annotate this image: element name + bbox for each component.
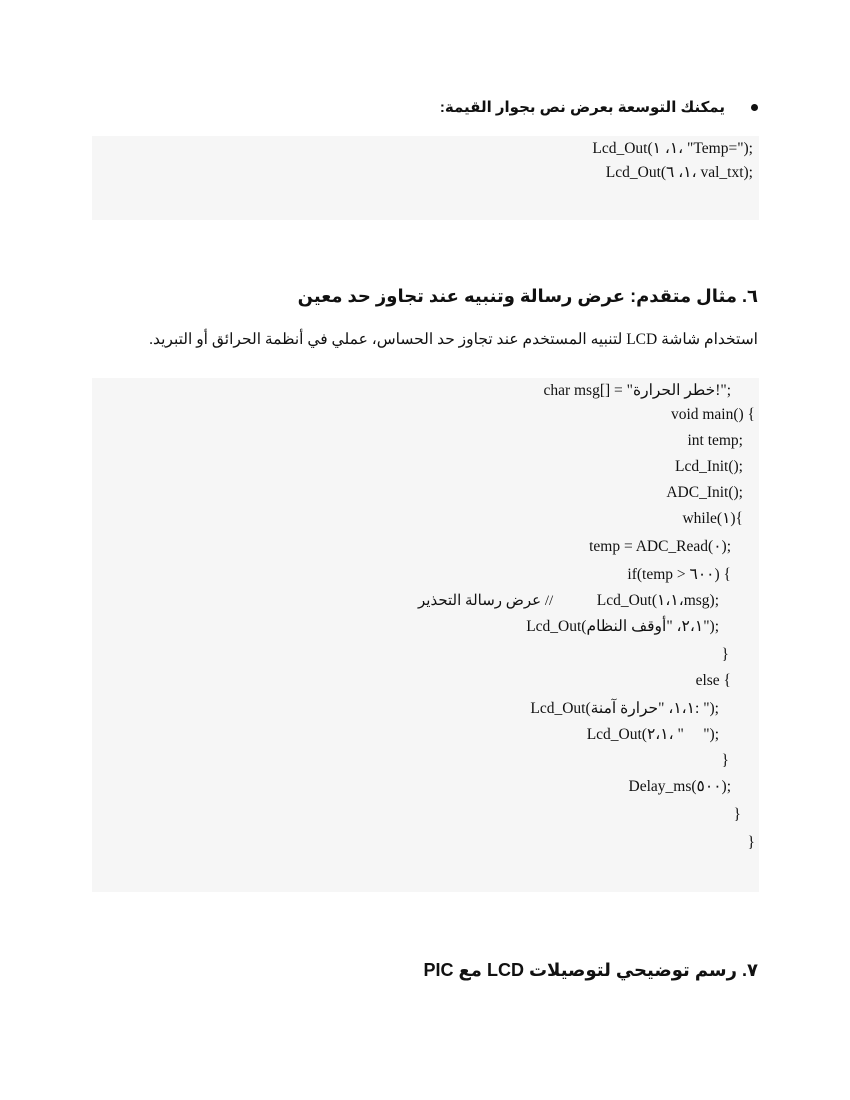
code-line: ADC_Init();: [666, 484, 743, 501]
section-6-heading: ٦. مثال متقدم: عرض رسالة وتنبيه عند تجاوز حد معين: [297, 286, 758, 306]
code-line: }: [747, 834, 755, 851]
code-line: Lcd_Init();: [674, 458, 743, 475]
code-block-2: [92, 378, 759, 892]
section-6-paragraph: استخدام شاشة LCD لتنبيه المستخدم عند تجاوز حد الحساس، عملي في أنظمة الحرائق أو التبريد.: [149, 331, 758, 348]
code-line: Lcd_Out(١، ١، "Temp=");: [592, 140, 753, 157]
bullet-item: [78, 94, 758, 120]
bullet-dot: [751, 104, 758, 111]
code-line: }: [733, 806, 741, 823]
code-line: }: [721, 752, 729, 769]
code-block-1: [92, 136, 759, 220]
code-line: Lcd_Out(١،١، "حرارة آمنة: ");: [530, 700, 719, 717]
code-line: if(temp > ٦٠٠) {: [627, 566, 731, 583]
code-line: Delay_ms(٥٠٠);: [628, 778, 731, 795]
code-line: char msg[] = "خطر الحرارة!";: [543, 382, 731, 399]
code-line: Lcd_Out(٢،١، "أوقف النظام");: [526, 618, 719, 635]
bullet-text: يمكنك التوسعة بعرض نص بجوار القيمة:: [439, 99, 725, 116]
code-line: Lcd_Out(١،١،msg);: [596, 592, 719, 609]
code-line: void main() {: [670, 406, 755, 423]
code-line: while(١){: [682, 510, 743, 527]
code-comment: // عرض رسالة التحذير: [418, 593, 554, 609]
code-line: temp = ADC_Read(٠);: [589, 538, 731, 555]
code-line: }: [721, 646, 729, 663]
code-line: int temp;: [687, 432, 743, 449]
code-line: Lcd_Out(٢،١، " ");: [586, 726, 719, 743]
section-7-heading: ٧. رسم توضيحي لتوصيلات LCD مع PIC: [423, 960, 758, 980]
code-line: else {: [695, 672, 731, 689]
code-line: Lcd_Out(١، ٦، val_txt);: [605, 164, 753, 181]
